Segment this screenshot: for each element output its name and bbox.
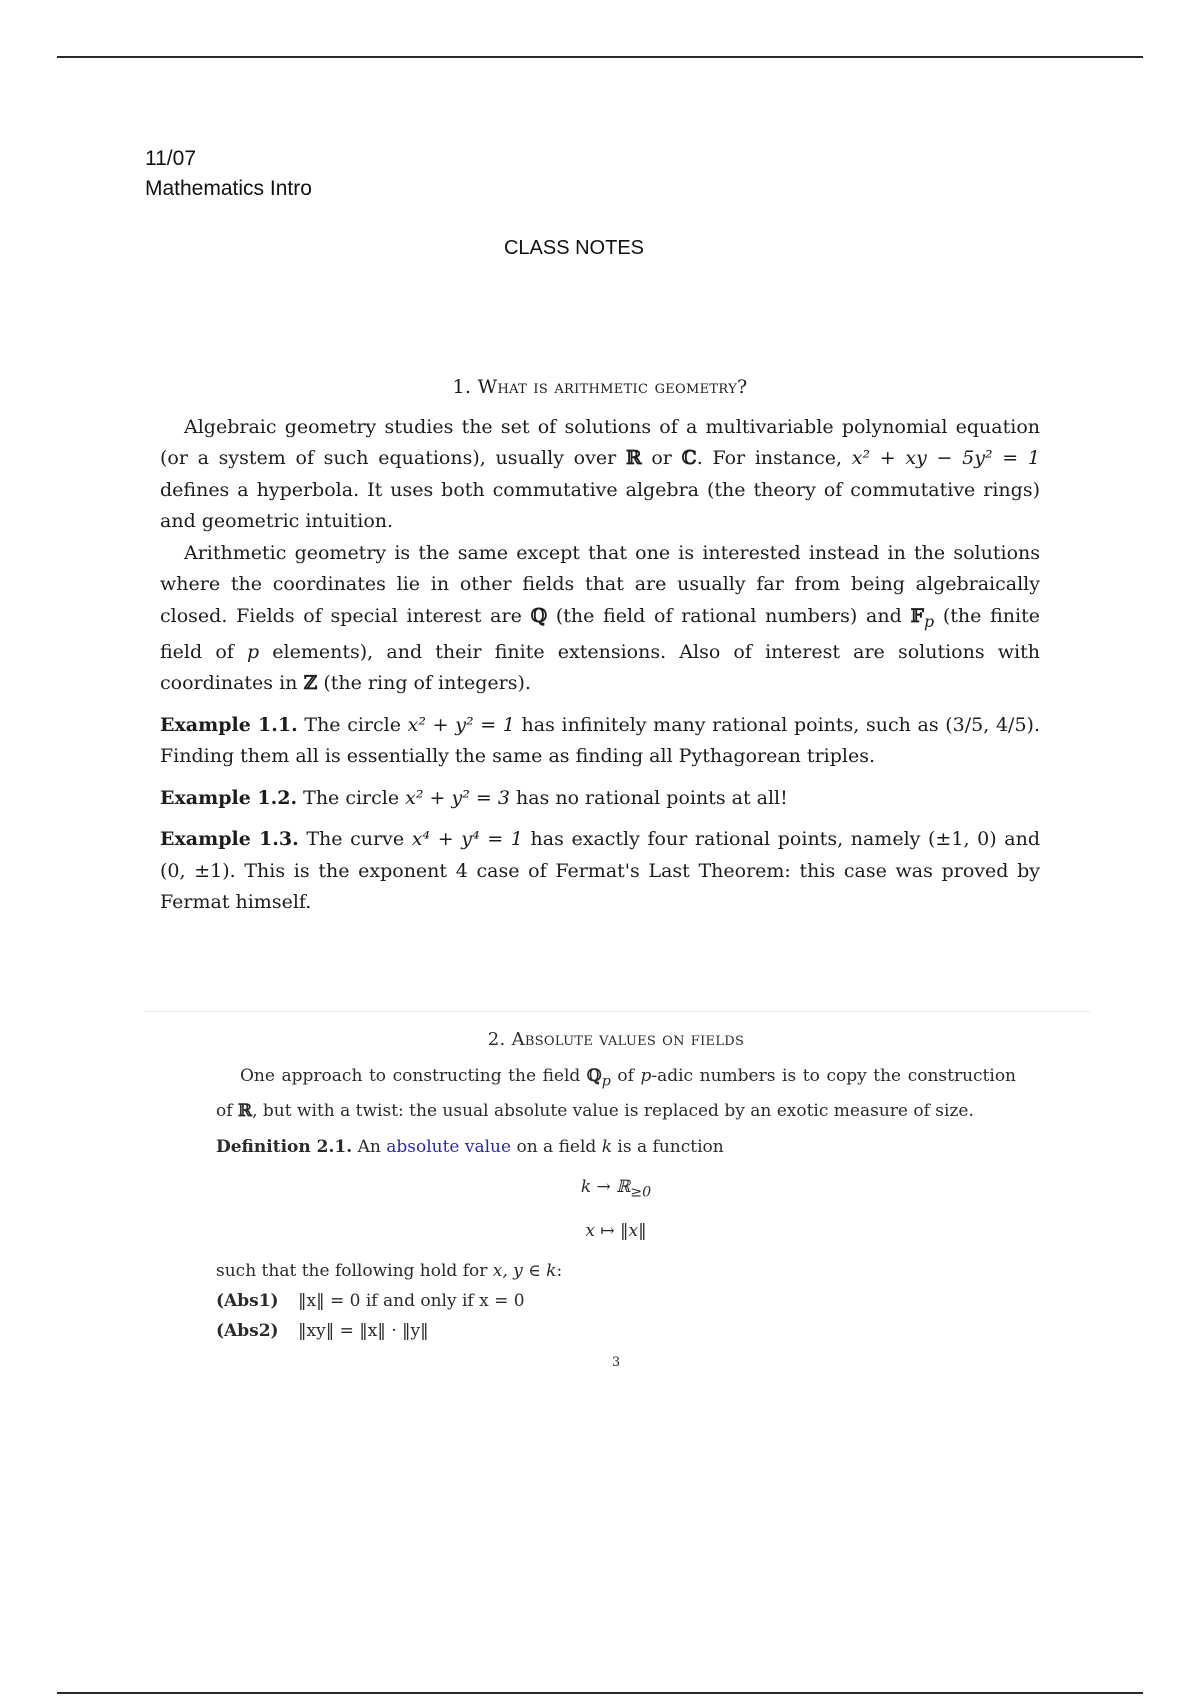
- axiom-abs2: (Abs2) ‖xy‖ = ‖x‖ · ‖y‖: [216, 1320, 429, 1341]
- integers-symbol: ℤ: [303, 672, 318, 695]
- section-1-title: What is arithmetic geometry?: [477, 376, 748, 398]
- definition-2-1: Definition 2.1. An absolute value on a field k is a function: [216, 1137, 724, 1158]
- function-domain-line: k → ℝ$_{\ge 0}$: [580, 1177, 652, 1201]
- page-number: 3: [611, 1354, 621, 1370]
- section-2-excerpt: [216, 1025, 1016, 1378]
- bottom-rule: [57, 1692, 1143, 1694]
- section-1-number: 1.: [452, 376, 472, 398]
- example-1-2: Example 1.2. The circle x² + y² = 3 has no rational points at all!: [160, 786, 788, 809]
- function-mapping-line: x ↦ ‖x‖: [585, 1220, 647, 1241]
- absolute-value-link[interactable]: absolute value: [386, 1137, 512, 1158]
- example-1-2-equation: x² + y² = 3: [405, 786, 510, 809]
- paragraph-p-adic-intro: One approach to constructing the field ℚ$_p$ of p-adic numbers is to copy the construction of ℝ, but with a twist: the usual absolute value is replaced by an exotic measure of size.: [216, 1066, 1016, 1122]
- section-2-title: Absolute values on fields: [511, 1029, 745, 1050]
- paragraph-arithmetic-geometry: Arithmetic geometry is the same except that one is interested instead in the solutions where the coordinates lie in other fields that are usually far from being algebraically closed. Fields of special interest are ℚ (the field of rational numbers) and 𝔽$_p$ (the finite field of p elements), and their finite extensions. Also of interest are solutions with coordinates in ℤ (the ring of integers).: [160, 541, 1040, 695]
- reals-symbol: ℝ: [625, 447, 642, 469]
- course-name: Mathematics Intro: [145, 177, 312, 200]
- rationals-symbol: ℚ: [530, 604, 548, 627]
- finite-field-symbol: 𝔽: [910, 604, 924, 627]
- page-title: CLASS NOTES: [503, 237, 645, 259]
- section-2-heading: [216, 1025, 1016, 1055]
- paragraph-algebraic-geometry: Algebraic geometry studies the set of solutions of a multivariable polynomial equation (or a system of such equations), usually over ℝ or ℂ. For instance, x² + xy − 5y² = 1 defines a hyperbola. It uses both commutative algebra (the theory of commutative rings) and geometric intuition.: [160, 415, 1041, 532]
- definition-2-1-label: Definition 2.1.: [216, 1137, 353, 1158]
- example-1-1-equation: x² + y² = 1: [407, 713, 515, 736]
- example-1-3-label: Example 1.3.: [160, 828, 299, 851]
- section-2-number: 2.: [487, 1029, 506, 1050]
- complex-symbol: ℂ: [681, 447, 697, 469]
- excerpt-divider: [145, 1011, 1090, 1012]
- section-1-heading: [160, 372, 1040, 404]
- hyperbola-equation: x² + xy − 5y² = 1: [851, 447, 1041, 469]
- example-1-1: Example 1.1. The circle x² + y² = 1 has infinitely many rational points, such as (3/5, 4/5). Finding them all is essentially the same as finding all Pythagorean triples.: [160, 713, 1040, 768]
- example-1-1-label: Example 1.1.: [160, 713, 298, 736]
- example-1-3: Example 1.3. The curve x⁴ + y⁴ = 1 has exactly four rational points, namely (±1, 0) and (0, ±1). This is the exponent 4 case of Fermat's Last Theorem: this case was proved by Fermat himself.: [160, 828, 1040, 914]
- condition-line: such that the following hold for x, y ∈ k:: [216, 1260, 563, 1281]
- axiom-abs1: (Abs1) ‖x‖ = 0 if and only if x = 0: [216, 1290, 525, 1311]
- example-1-3-equation: x⁴ + y⁴ = 1: [411, 828, 523, 851]
- example-1-2-label: Example 1.2.: [160, 786, 298, 809]
- function-display: [216, 1168, 1016, 1249]
- note-date: 11/07: [145, 147, 196, 170]
- top-rule: [57, 56, 1143, 58]
- section-1-excerpt: [160, 372, 1040, 919]
